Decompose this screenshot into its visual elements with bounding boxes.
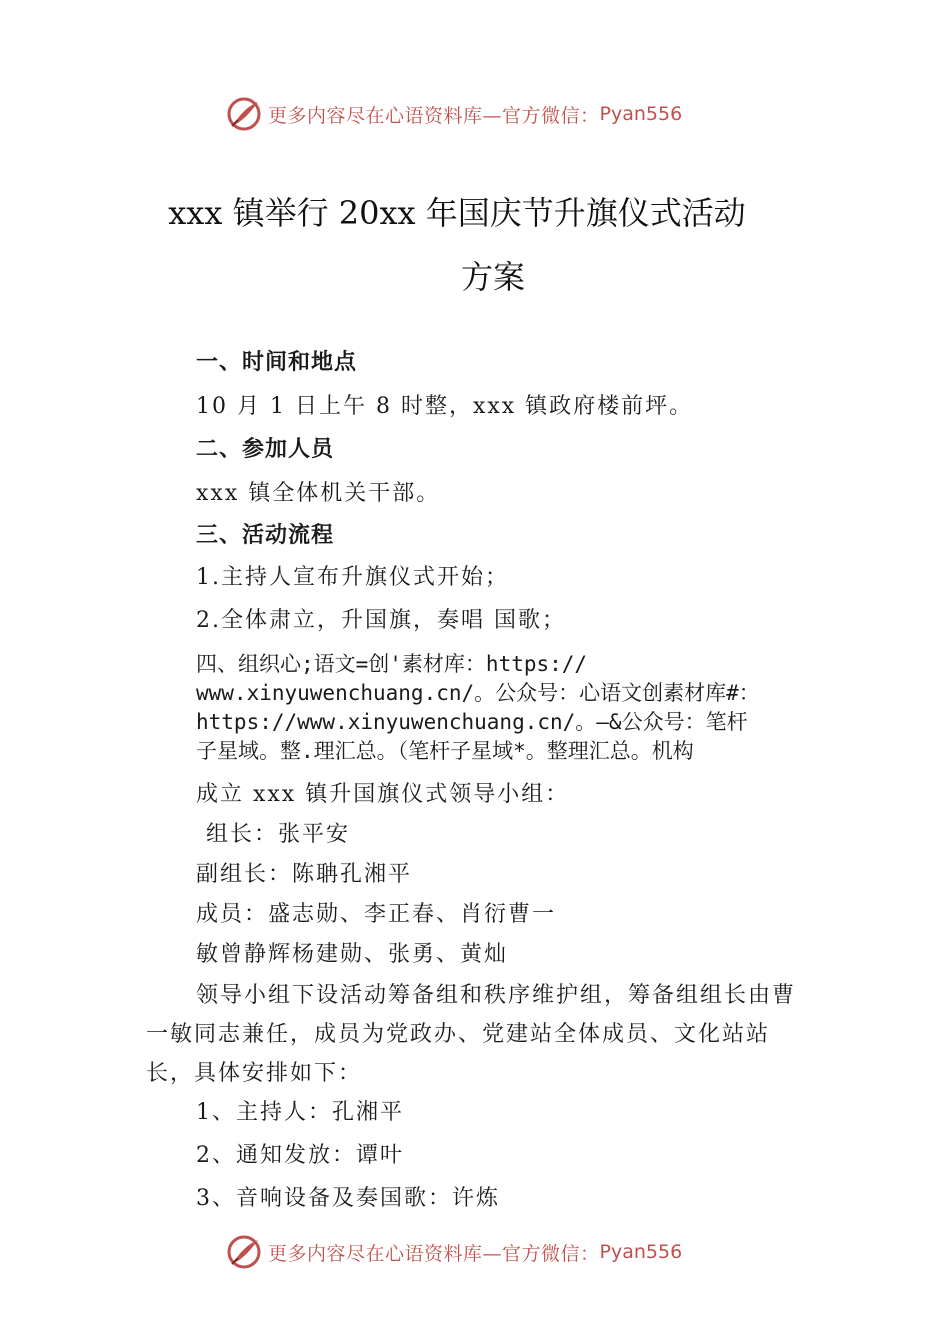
task-item-1: 1、主持人：孔湘平 [196,1100,404,1125]
header-banner [226,94,682,134]
members-text-1: 成员：盛志勋、李正春、肖衍曹一 [196,902,557,927]
section-heading-participants: 二、参加人员 [196,437,335,462]
arrangement-paragraph: 领导小组下设活动筹备组和秩序维护组，筹备组组长由曹一敏同志兼任，成员为党政办、党建站全体成员、文化站站长，具体安排如下： [146,983,797,1086]
quill-logo-icon [226,1234,262,1270]
garbled-text-line-1: 四、组织心;语文=创'素材库：https:// [196,652,588,676]
banner-text: 更多内容尽在心语资料库—官方微信： [268,104,600,127]
garbled-text-line-2: www.xinyuwenchuang.cn/。公众号：心语文创素材库#： [196,681,760,705]
leader-text: 组长：张平安 [206,822,351,847]
task-item-2: 2、通知发放：谭叶 [196,1143,404,1168]
banner-text: 更多内容尽在心语资料库—官方微信： [268,1242,600,1265]
footer-banner [226,1232,682,1272]
garbled-text-line-3: https://www.xinyuwenchuang.cn/。—&公众号：笔杆 [196,710,748,734]
document-title-line2: 方案 [460,258,525,296]
members-text-2: 敏曾静辉杨建勋、张勇、黄灿 [196,942,509,967]
deputy-leader-text: 副组长：陈聃孔湘平 [196,862,413,887]
task-item-3: 3、音响设备及奏国歌：许炼 [196,1186,500,1211]
banner-wechat-id: Pyan556 [599,1241,683,1263]
time-place-text: 10 月 1 日上午 8 时整，xxx 镇政府楼前坪。 [196,394,694,419]
section-heading-time-place: 一、时间和地点 [196,350,358,375]
participants-text: xxx 镇全体机关干部。 [196,481,441,506]
process-step-1: 1.主持人宣布升旗仪式开始； [196,565,509,590]
process-step-2: 2.全体肃立，升国旗，奏唱 国歌； [196,608,566,633]
garbled-text-line-4: 子星域。整.理汇总。（笔杆子星域*。整理汇总。机构 [196,739,694,763]
banner-wechat-id: Pyan556 [599,103,683,125]
org-intro-text: 成立 xxx 镇升国旗仪式领导小组： [196,782,570,807]
document-title-line1: xxx 镇举行 20xx 年国庆节升旗仪式活动 [168,194,746,232]
section-heading-process: 三、活动流程 [196,523,335,548]
quill-logo-icon [226,96,262,132]
